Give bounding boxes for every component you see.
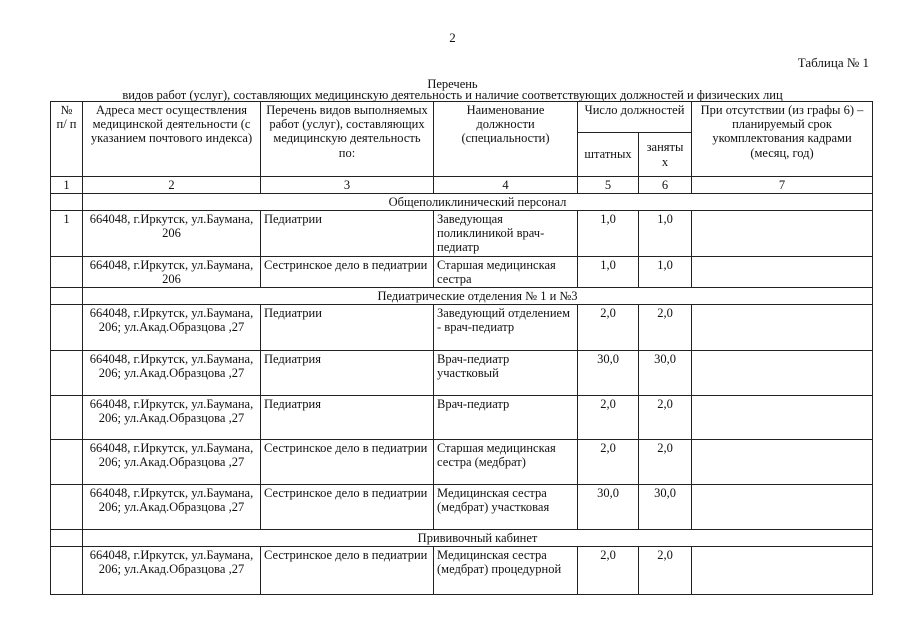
row-planned	[692, 351, 873, 396]
section-title: Педиатрические отделения № 1 и №3	[83, 288, 873, 305]
section-row	[51, 194, 873, 211]
row-planned	[692, 211, 873, 257]
row-occupied-count: 30,0	[639, 485, 692, 530]
section-title: Общеполиклинический персонал	[83, 194, 873, 211]
row-number	[51, 485, 83, 530]
section-row	[51, 288, 873, 305]
row-position: Старшая медицинская сестра (медбрат)	[434, 440, 578, 485]
section-number-cell	[51, 194, 83, 211]
row-occupied-count: 1,0	[639, 211, 692, 257]
row-occupied-count: 30,0	[639, 351, 692, 396]
row-occupied-count: 1,0	[639, 256, 692, 287]
row-position: Медицинская сестра (медбрат) процедурной	[434, 547, 578, 595]
header-row	[51, 102, 873, 133]
row-address: 664048, г.Иркутск, ул.Баумана, 206; ул.Акад.Образцова ,27	[83, 440, 261, 485]
header-col-count: Число должностей	[578, 102, 692, 133]
row-planned	[692, 485, 873, 530]
row-number	[51, 351, 83, 396]
row-address: 664048, г.Иркутск, ул.Баумана, 206; ул.Акад.Образцова ,27	[83, 396, 261, 440]
row-position: Медицинская сестра (медбрат) участковая	[434, 485, 578, 530]
table-row	[51, 211, 873, 257]
section-title: Прививочный кабинет	[83, 530, 873, 547]
row-work-type: Сестринское дело в педиатрии	[261, 485, 434, 530]
row-staff-count: 2,0	[578, 440, 639, 485]
table-row	[51, 440, 873, 485]
row-staff-count: 1,0	[578, 256, 639, 287]
row-number	[51, 547, 83, 595]
row-planned	[692, 396, 873, 440]
row-address: 664048, г.Иркутск, ул.Баумана, 206; ул.Акад.Образцова ,27	[83, 547, 261, 595]
column-number: 3	[261, 177, 434, 194]
row-work-type: Педиатрии	[261, 211, 434, 257]
row-position: Заведующая поликлиникой врач-педиатр	[434, 211, 578, 257]
table-row	[51, 351, 873, 396]
header-col-number: № п/ п	[51, 102, 83, 177]
header-col-address: Адреса мест осуществления медицинской деятельности (с указанием почтового индекса)	[83, 102, 261, 177]
section-row	[51, 530, 873, 547]
row-work-type: Педиатрия	[261, 351, 434, 396]
row-address: 664048, г.Иркутск, ул.Баумана, 206; ул.Акад.Образцова ,27	[83, 305, 261, 351]
row-address: 664048, г.Иркутск, ул.Баумана, 206	[83, 211, 261, 257]
row-staff-count: 2,0	[578, 547, 639, 595]
row-work-type: Педиатрия	[261, 396, 434, 440]
header-col-position: Наименование должности (специальности)	[434, 102, 578, 177]
table-row	[51, 256, 873, 287]
row-number	[51, 305, 83, 351]
header-col-occupied: заняты х	[639, 133, 692, 177]
row-address: 664048, г.Иркутск, ул.Баумана, 206; ул.Акад.Образцова ,27	[83, 485, 261, 530]
page-number: 2	[449, 30, 456, 45]
table-row	[51, 547, 873, 595]
row-number	[51, 396, 83, 440]
document-title: Перечень	[427, 77, 478, 91]
row-position: Врач-педиатр	[434, 396, 578, 440]
column-number: 4	[434, 177, 578, 194]
column-number: 5	[578, 177, 639, 194]
column-number: 7	[692, 177, 873, 194]
row-work-type: Сестринское дело в педиатрии	[261, 440, 434, 485]
row-number	[51, 440, 83, 485]
row-staff-count: 2,0	[578, 305, 639, 351]
row-staff-count: 30,0	[578, 351, 639, 396]
column-number: 6	[639, 177, 692, 194]
header-col-work: Перечень видов выполняемых работ (услуг), составляющих медицинскую деятельность по:	[261, 102, 434, 177]
row-staff-count: 2,0	[578, 396, 639, 440]
column-numbers-row	[51, 177, 873, 194]
row-occupied-count: 2,0	[639, 440, 692, 485]
row-address: 664048, г.Иркутск, ул.Баумана, 206; ул.Акад.Образцова ,27	[83, 351, 261, 396]
table-label: Таблица № 1	[797, 55, 869, 70]
row-number: 1	[51, 211, 83, 257]
row-occupied-count: 2,0	[639, 547, 692, 595]
table-row	[51, 396, 873, 440]
column-number: 1	[51, 177, 83, 194]
row-staff-count: 1,0	[578, 211, 639, 257]
row-planned	[692, 440, 873, 485]
header-col-staff: штатных	[578, 133, 639, 177]
header-col-planned: При отсутствии (из графы 6) – планируемый срок укомплектования кадрами (месяц, год)	[692, 102, 873, 177]
row-occupied-count: 2,0	[639, 305, 692, 351]
row-staff-count: 30,0	[578, 485, 639, 530]
section-number-cell	[51, 530, 83, 547]
row-address: 664048, г.Иркутск, ул.Баумана, 206	[83, 256, 261, 287]
row-work-type: Педиатрии	[261, 305, 434, 351]
row-planned	[692, 305, 873, 351]
section-number-cell	[51, 288, 83, 305]
row-work-type: Сестринское дело в педиатрии	[261, 256, 434, 287]
row-occupied-count: 2,0	[639, 396, 692, 440]
row-number	[51, 256, 83, 287]
row-planned	[692, 256, 873, 287]
document-subtitle: видов работ (услуг), составляющих медицинскую деятельность и наличие соответствующих должностей и физических лиц	[122, 88, 783, 102]
column-number: 2	[83, 177, 261, 194]
table-row	[51, 305, 873, 351]
row-position: Старшая медицинская сестра	[434, 256, 578, 287]
table-row	[51, 485, 873, 530]
staffing-table	[50, 101, 873, 595]
row-position: Заведующий отделением - врач-педиатр	[434, 305, 578, 351]
row-position: Врач-педиатр участковый	[434, 351, 578, 396]
row-planned	[692, 547, 873, 595]
row-work-type: Сестринское дело в педиатрии	[261, 547, 434, 595]
